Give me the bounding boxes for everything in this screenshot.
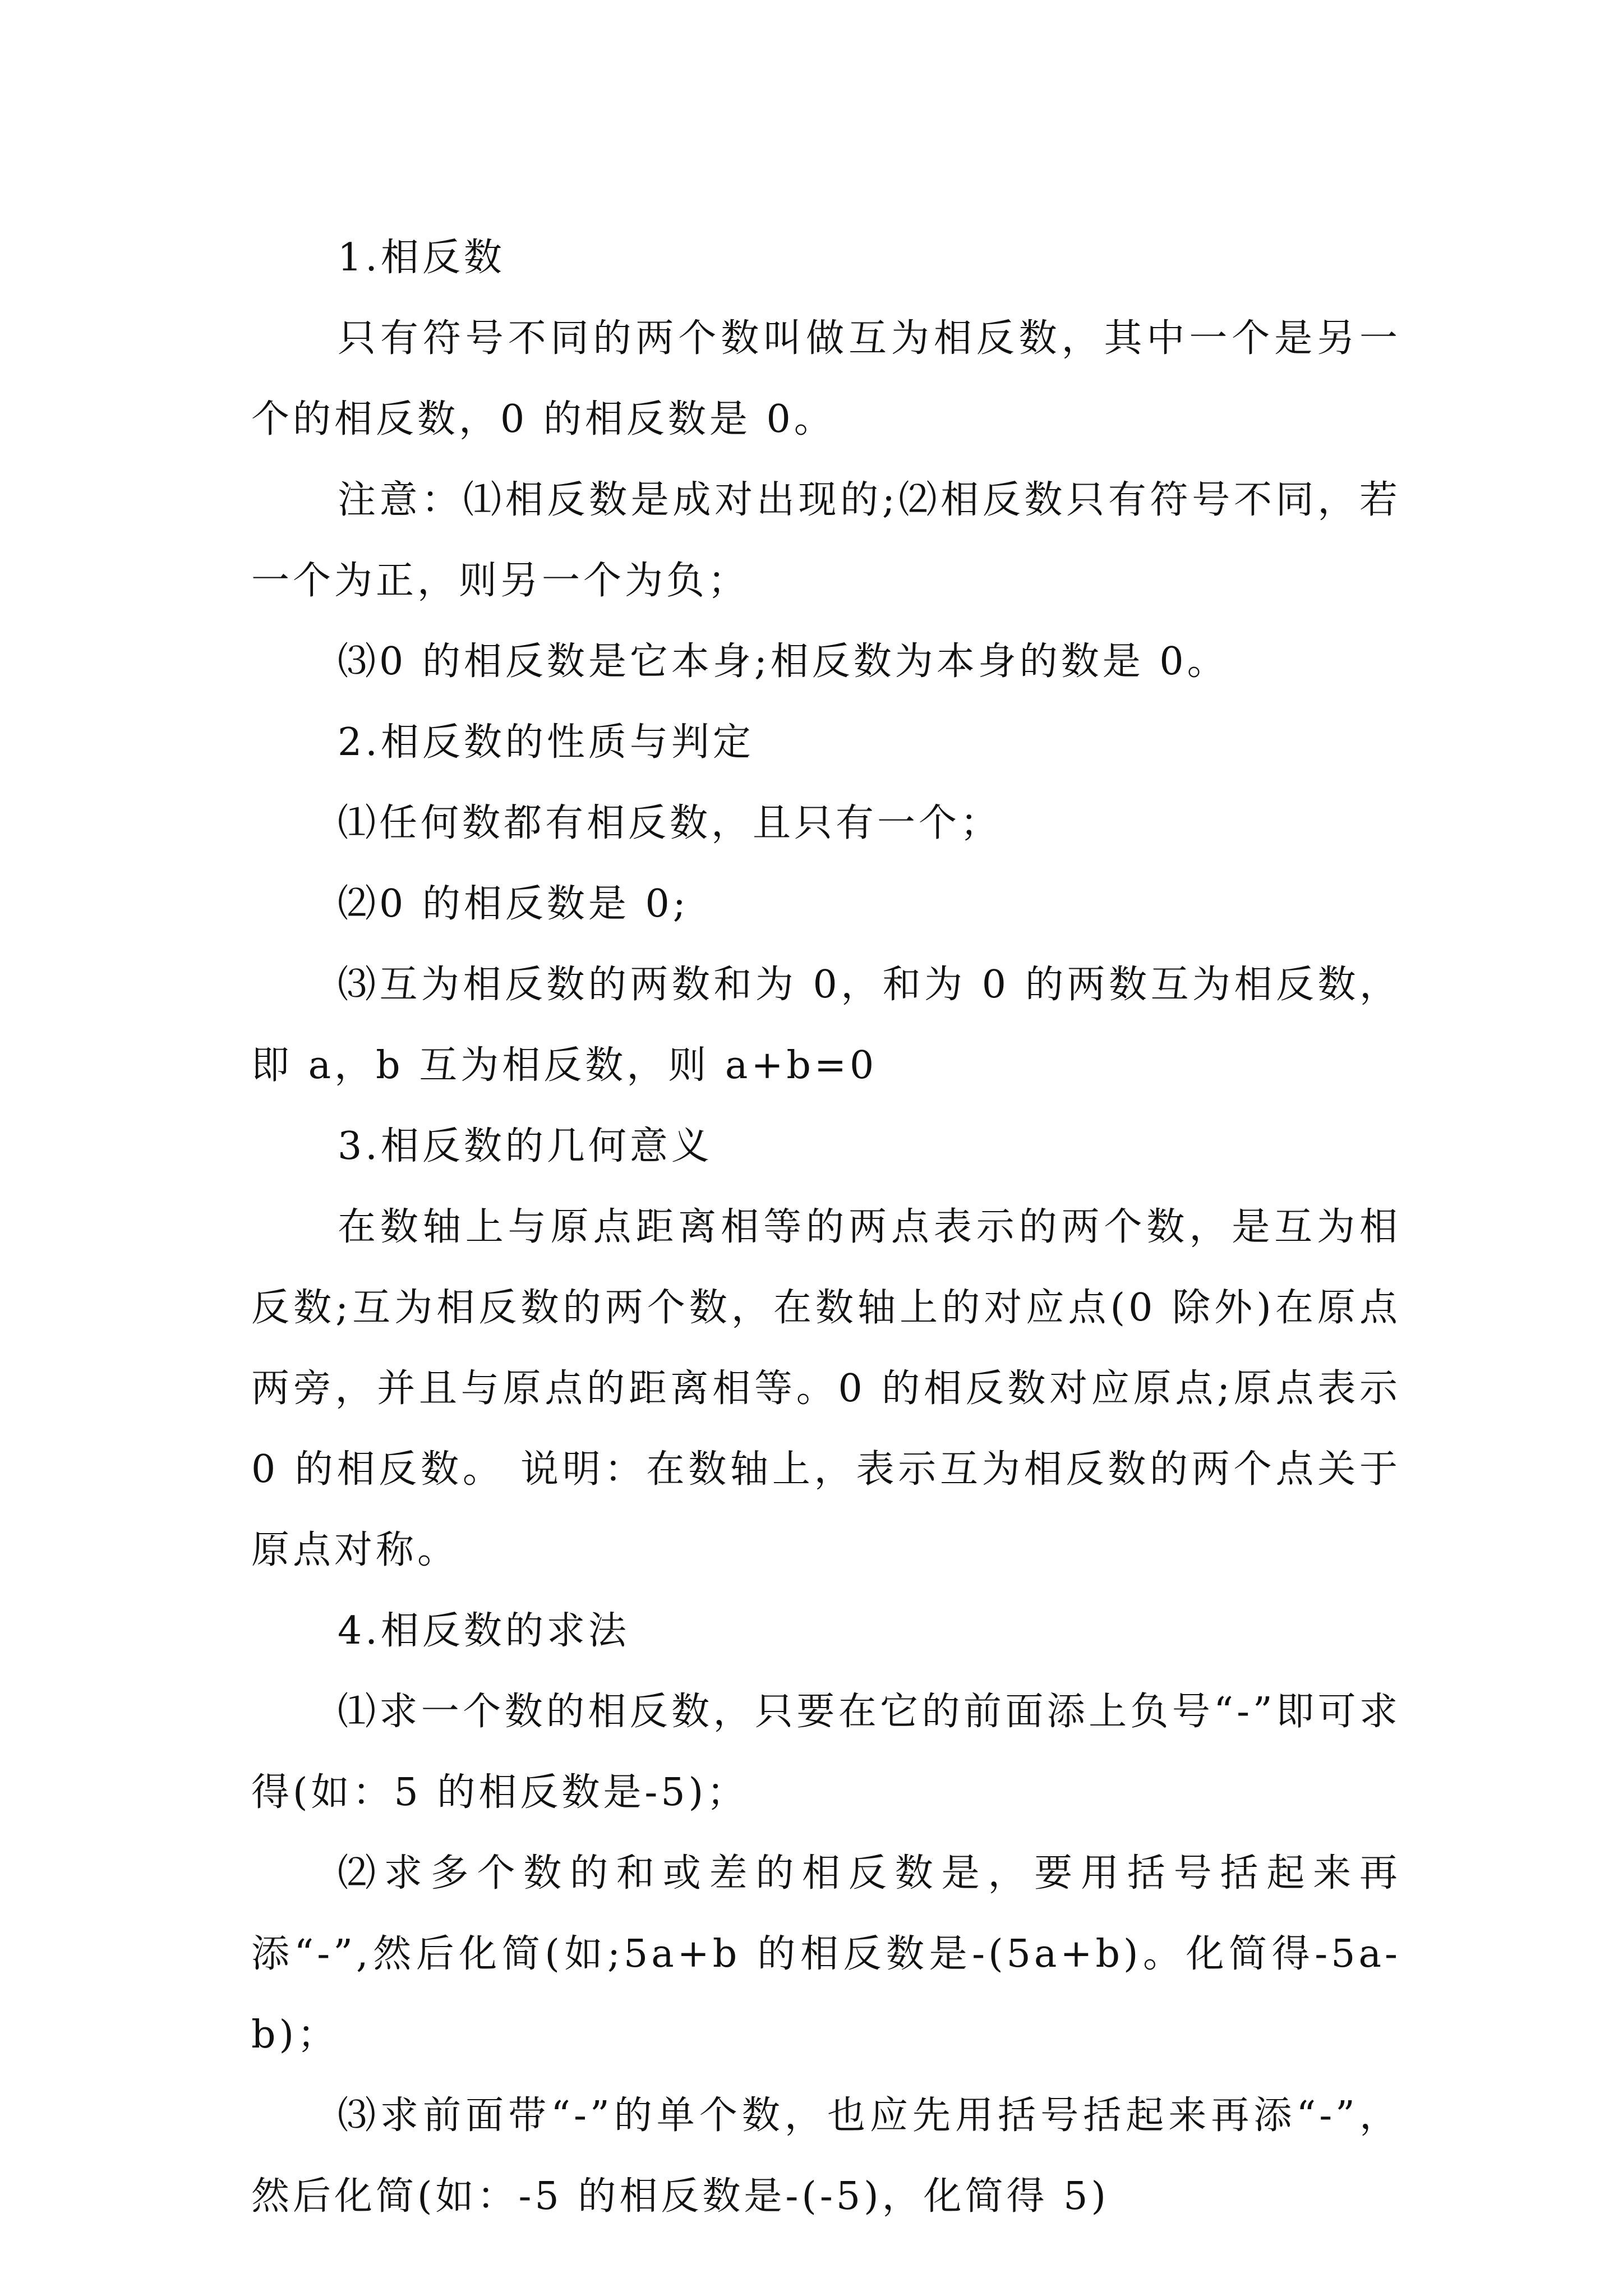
method-1: ⑴求一个数的相反数，只要在它的前面添上负号“-”即可求得(如：5 的相反数是-5)； [251,1690,1401,1815]
heading-2: 2.相反数的性质与判定 [338,720,754,765]
paragraph-geometry: 在数轴上与原点距离相等的两点表示的两个数，是互为相反数;互为相反数的两个数，在数轴上的对应点(0 除外)在原点两旁，并且与原点的距离相等。0 的相反数对应原点;原点表示 0 的相反数。 说明：在数轴上，表示互为相反数的两个点关于原点对称。 [251,1205,1401,1572]
paragraph-note-3: ⑶0 的相反数是它本身;相反数为本身的数是 0。 [338,639,1229,684]
document-body [251,218,1401,2237]
heading-4: 4.相反数的求法 [338,1609,630,1653]
property-2: ⑵0 的相反数是 0; [338,882,689,926]
paragraph-definition: 只有符号不同的两个数叫做互为相反数，其中一个是另一个的相反数，0 的相反数是 0。 [251,316,1401,441]
method-2: ⑵求多个数的和或差的相反数是，要用括号括起来再添“-”,然后化简(如;5a+b 的相反数是-(5a+b)。化简得-5a-b)； [251,1851,1401,2057]
property-3: ⑶互为相反数的两数和为 0，和为 0 的两数互为相反数，即 a，b 互为相反数，则 a+b=0 [251,963,1401,1088]
paragraph-note: 注意：⑴相反数是成对出现的;⑵相反数只有符号不同，若一个为正，则另一个为负； [251,478,1401,603]
heading-3: 3.相反数的几何意义 [338,1124,713,1168]
heading-1: 1.相反数 [338,236,505,280]
method-3: ⑶求前面带“-”的单个数，也应先用括号括起来再添“-”，然后化简(如：-5 的相反数是-(-5)，化简得 5) [251,2093,1401,2219]
property-1: ⑴任何数都有相反数，且只有一个； [338,801,1002,845]
